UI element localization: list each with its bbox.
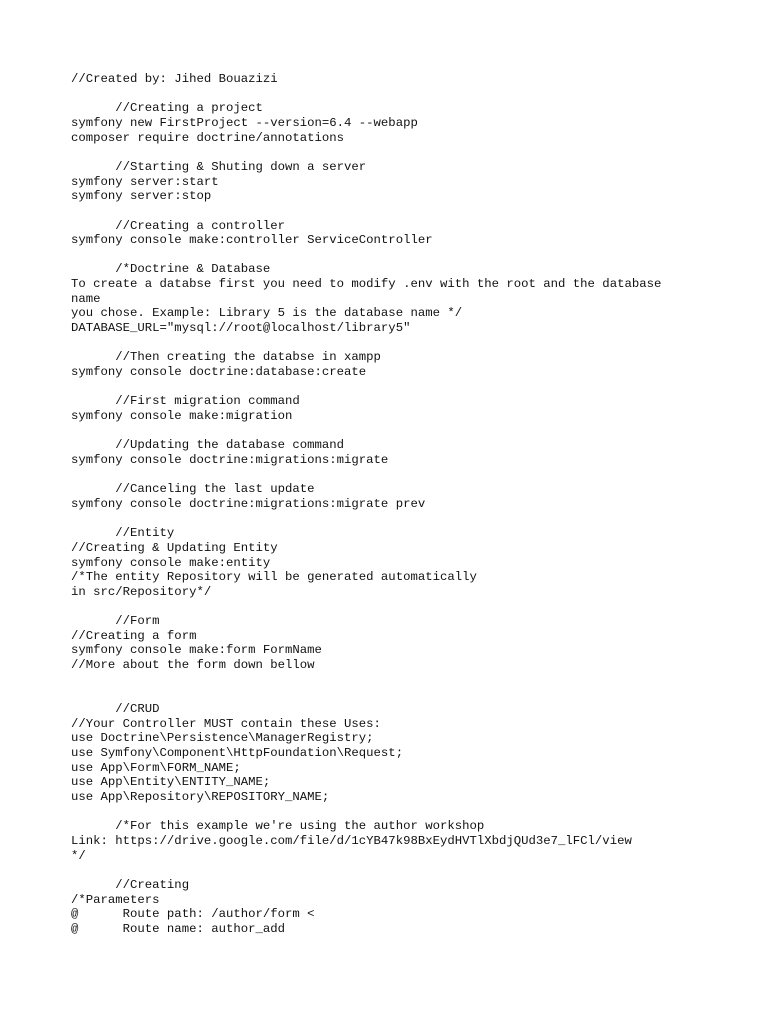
blank-line [71,204,691,219]
document-line: use App\Repository\REPOSITORY_NAME; [71,789,330,804]
blank-line [71,145,691,160]
document-line: //CRUD [71,702,160,717]
document-line: symfony console doctrine:database:create [71,365,367,380]
blank-line [71,687,691,702]
document-line: //Entity [71,526,175,541]
document-line: symfony console make:controller ServiceController [71,233,433,248]
document-line: */ [71,848,86,863]
document-body [71,72,691,937]
document-line: symfony server:stop [71,189,212,204]
document-line: //Creating [71,877,190,892]
document-line: //Creating a form [71,628,197,643]
document-line: //Creating a project [71,101,263,116]
document-line: @ Route name: author_add [71,921,286,936]
document-line: you chose. Example: Library 5 is the database name */ [71,306,463,321]
blank-line [71,512,691,527]
document-line: use Doctrine\Persistence\ManagerRegistry; [71,731,374,746]
document-line: /*The entity Repository will be generated automatically [71,570,477,585]
blank-line [71,805,691,820]
document-line: //Your Controller MUST contain these Uses: [71,716,381,731]
document-line: //Creating & Updating Entity [71,540,278,555]
document-line: symfony console make:migration [71,409,293,423]
blank-line [71,468,691,483]
document-line: /*Parameters [71,892,160,907]
document-line: To create a databse first you need to modify .env with the root and the database [71,277,662,292]
document-line: symfony console make:form FormName [71,643,322,658]
blank-line [71,673,691,688]
document-line: use Symfony\Component\HttpFoundation\Request; [71,746,404,760]
document-line: symfony console doctrine:migrations:migrate prev [71,496,426,511]
document-line: //Updating the database command [71,438,345,453]
document-line: use App\Form\FORM_NAME; [71,760,241,775]
blank-line [71,424,691,439]
document-line: //More about the form down bellow [71,658,315,673]
blank-line [71,599,691,614]
document-line: //Then creating the databse in xampp [71,350,381,365]
document-line: symfony console doctrine:migrations:migrate [71,452,389,467]
blank-line [71,863,691,878]
document-line: composer require doctrine/annotations [71,130,345,145]
document-line: use App\Entity\ENTITY_NAME; [71,775,271,790]
document-line: symfony console make:entity [71,555,271,570]
document-line: //First migration command [71,394,300,409]
blank-line [71,336,691,351]
document-line: //Canceling the last update [71,482,315,497]
document-line: symfony new FirstProject --version=6.4 --webapp [71,115,418,130]
document-line: //Created by: Jihed Bouazizi [71,72,278,86]
document-line: /*For this example we're using the author workshop [71,819,485,834]
document-line: DATABASE_URL="mysql://root@localhost/library5" [71,321,411,336]
document-line: /*Doctrine & Database [71,262,271,277]
document-line: //Starting & Shuting down a server [71,159,367,174]
document-line: Link: https://drive.google.com/file/d/1cYB47k98BxEydHVTlXbdjQUd3e7_lFCl/view [71,833,632,848]
document-line: in src/Repository*/ [71,584,212,599]
blank-line [71,87,691,102]
document-line: //Creating a controller [71,218,286,233]
blank-line [71,380,691,395]
document-line: name [71,291,101,306]
document-line: symfony server:start [71,174,219,189]
document-line: //Form [71,614,160,629]
blank-line [71,248,691,263]
document-line: @ Route path: /author/form < [71,907,315,922]
